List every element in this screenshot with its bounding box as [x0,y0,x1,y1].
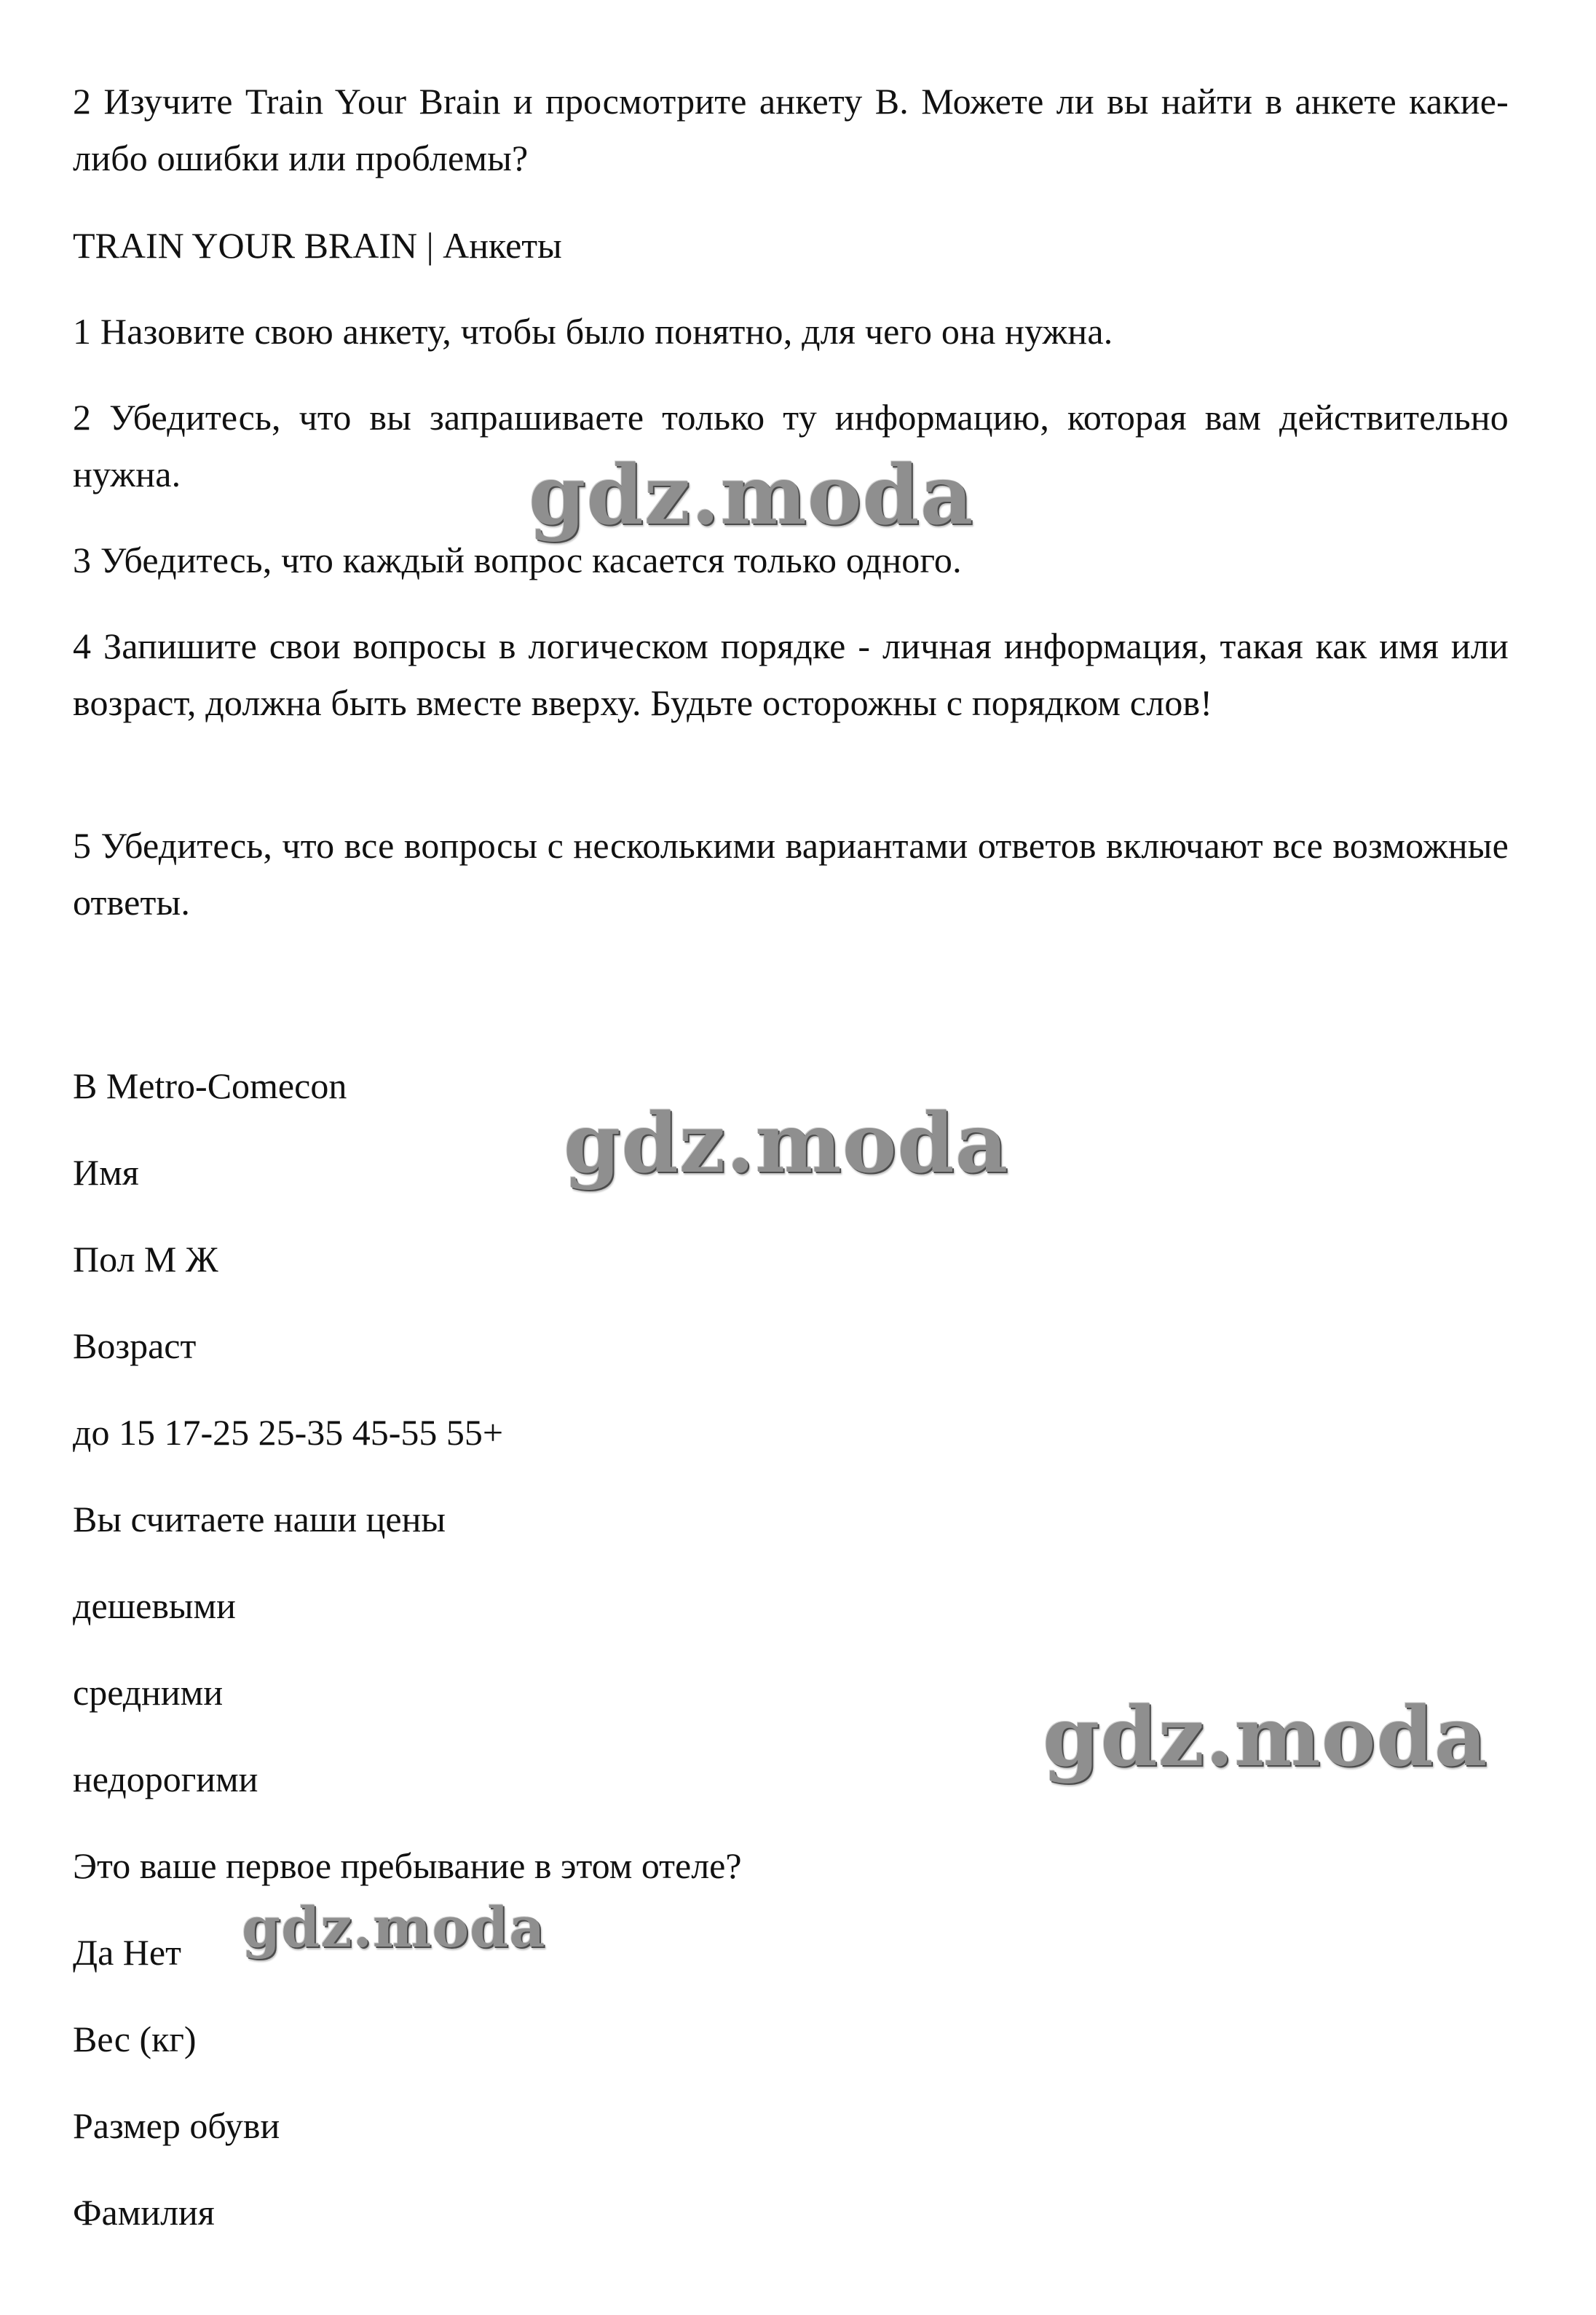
watermark: gdz.moda [1043,1689,1488,1785]
tip-item-5: 5 Убедитесь, что все вопросы с несколькими вариантами ответов включают все возможные ответы. [73,825,1509,923]
questionnaire-line: Это ваше первое пребывание в этом отеле? [73,1845,742,1886]
questionnaire-line: Фамилия [73,2192,215,2233]
questionnaire-line: до 15 17-25 25-35 45-55 55+ [73,1412,504,1453]
questionnaire-line: Имя [73,1152,139,1193]
questionnaire-line: недорогими [73,1759,258,1799]
questionnaire-line: средними [73,1672,224,1713]
questionnaire-line: Вес (кг) [73,2019,197,2059]
watermark: gdz.moda [242,1895,546,1960]
tip-item-4: 4 Запишите свои вопросы в логическом порядке - личная информация, такая как имя или возраст, должна быть вместе вверху. Будьте осторожны с порядком слов! [73,626,1509,723]
questionnaire-line: Размер обуви [73,2105,280,2146]
questionnaire-line: Да Нет [73,1932,181,1973]
questionnaire-line: Возраст [73,1325,197,1366]
task-instruction: 2 Изучите Train Your Brain и просмотрите анкету B. Можете ли вы найти в анкете какие-либо ошибки или проблемы? [73,81,1509,178]
questionnaire-line: Вы считаете наши цены [73,1499,446,1539]
questionnaire-line: Пол М Ж [73,1239,218,1279]
tip-item-2: 2 Убедитесь, что вы запрашиваете только ту информацию, которая вам действительно нужна. [73,397,1509,494]
tip-item-1: 1 Назовите свою анкету, чтобы было понятно, для чего она нужна. [73,311,1113,352]
watermark: gdz.moda [529,448,974,543]
tips-heading: TRAIN YOUR BRAIN | Анкеты [73,225,562,266]
watermark: gdz.moda [564,1096,1009,1191]
tip-item-3: 3 Убедитесь, что каждый вопрос касается только одного. [73,540,962,580]
questionnaire-line: дешевыми [73,1585,236,1626]
questionnaire-title: B Metro-Comecon [73,1065,347,1106]
